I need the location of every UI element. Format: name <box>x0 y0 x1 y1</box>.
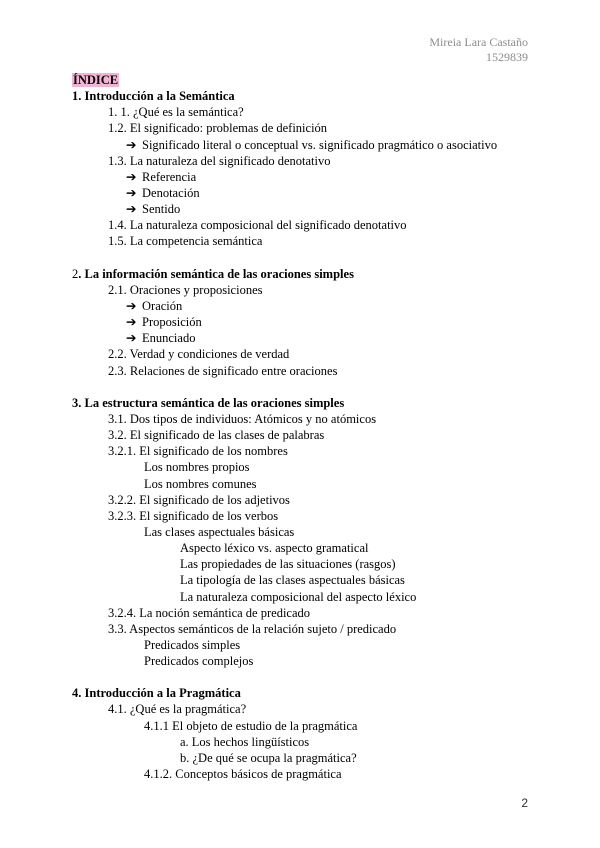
toc-subsubitem: Las propiedades de las situaciones (rasgos) <box>180 557 396 572</box>
toc-subitem: Predicados complejos <box>144 654 254 669</box>
author-name: Mireia Lara Castaño <box>429 35 528 49</box>
toc-item: 3.2.3. El significado de los verbos <box>108 508 279 523</box>
arrow-icon: ➔ <box>126 202 137 217</box>
toc-subitem: ➔ Referencia <box>126 169 197 184</box>
toc-subsubitem: La naturaleza composicional del aspecto léxico <box>180 589 417 604</box>
arrow-icon: ➔ <box>126 315 137 330</box>
section-heading: 3. La estructura semántica de las oraciones simples <box>72 395 345 410</box>
arrow-icon: ➔ <box>126 185 137 200</box>
toc-item: 1.2. El significado: problemas de definición <box>108 121 328 136</box>
section-heading: 2. La información semántica de las oraciones simples <box>72 266 354 281</box>
arrow-icon: ➔ <box>126 169 137 184</box>
toc-subitem: ➔ Proposición <box>126 315 202 330</box>
section-heading: 4. Introducción a la Pragmática <box>72 686 241 701</box>
toc-subitem: 4.1.2. Conceptos básicos de pragmática <box>144 767 342 782</box>
toc-item: 1. 1. ¿Qué es la semántica? <box>108 105 244 120</box>
toc-subitem: ➔ Denotación <box>126 185 200 200</box>
toc-item: 3.2. El significado de las clases de palabras <box>108 428 325 443</box>
toc-item: 3.1. Dos tipos de individuos: Atómicos y no atómicos <box>108 411 377 426</box>
arrow-icon: ➔ <box>126 331 137 346</box>
toc-item: 2.3. Relaciones de significado entre oraciones <box>108 363 338 378</box>
toc-item: 3.2.1. El significado de los nombres <box>108 444 288 459</box>
page-header <box>429 35 528 65</box>
index-title: ÍNDICE <box>73 73 119 87</box>
arrow-icon: ➔ <box>126 298 137 313</box>
toc-subitem: Los nombres comunes <box>144 476 257 491</box>
toc-subsubitem: a. Los hechos lingüísticos <box>180 734 310 749</box>
toc-item: 1.3. La naturaleza del significado denotativo <box>108 153 331 168</box>
toc-item: 3.2.2. El significado de los adjetivos <box>108 492 290 507</box>
toc-subitem: Las clases aspectuales básicas <box>144 524 295 539</box>
toc-subitem: Predicados simples <box>144 637 241 652</box>
page-number: 2 <box>521 796 528 810</box>
toc-subitem: ➔ Enunciado <box>126 331 196 346</box>
toc-item: 2.1. Oraciones y proposiciones <box>108 282 263 297</box>
arrow-icon: ➔ <box>126 137 137 152</box>
toc-subitem: ➔ Significado literal o conceptual vs. significado pragmático o asociativo <box>126 137 498 152</box>
student-id: 1529839 <box>486 50 528 64</box>
toc-item: 3.2.4. La noción semántica de predicado <box>108 605 311 620</box>
toc-subitem: 4.1.1 El objeto de estudio de la pragmática <box>144 718 358 733</box>
table-of-contents <box>72 72 552 782</box>
toc-subitem: ➔ Oración <box>126 298 183 313</box>
toc-subsubitem: Aspecto léxico vs. aspecto gramatical <box>180 541 369 556</box>
toc-item: 3.3. Aspectos semánticos de la relación sujeto / predicado <box>108 621 397 636</box>
toc-item: 2.2. Verdad y condiciones de verdad <box>108 347 290 362</box>
toc-item: 4.1. ¿Qué es la pragmática? <box>108 702 247 717</box>
toc-item: 1.4. La naturaleza composicional del significado denotativo <box>108 218 407 233</box>
toc-subitem: ➔ Sentido <box>126 202 181 217</box>
toc-subsubitem: b. ¿De qué se ocupa la pragmática? <box>180 750 357 765</box>
toc-subsubitem: La tipología de las clases aspectuales básicas <box>180 573 405 588</box>
toc-subitem: Los nombres propios <box>144 460 250 475</box>
section-heading: 1. Introducción a la Semántica <box>72 89 235 104</box>
toc-item: 1.5. La competencia semántica <box>108 234 263 249</box>
